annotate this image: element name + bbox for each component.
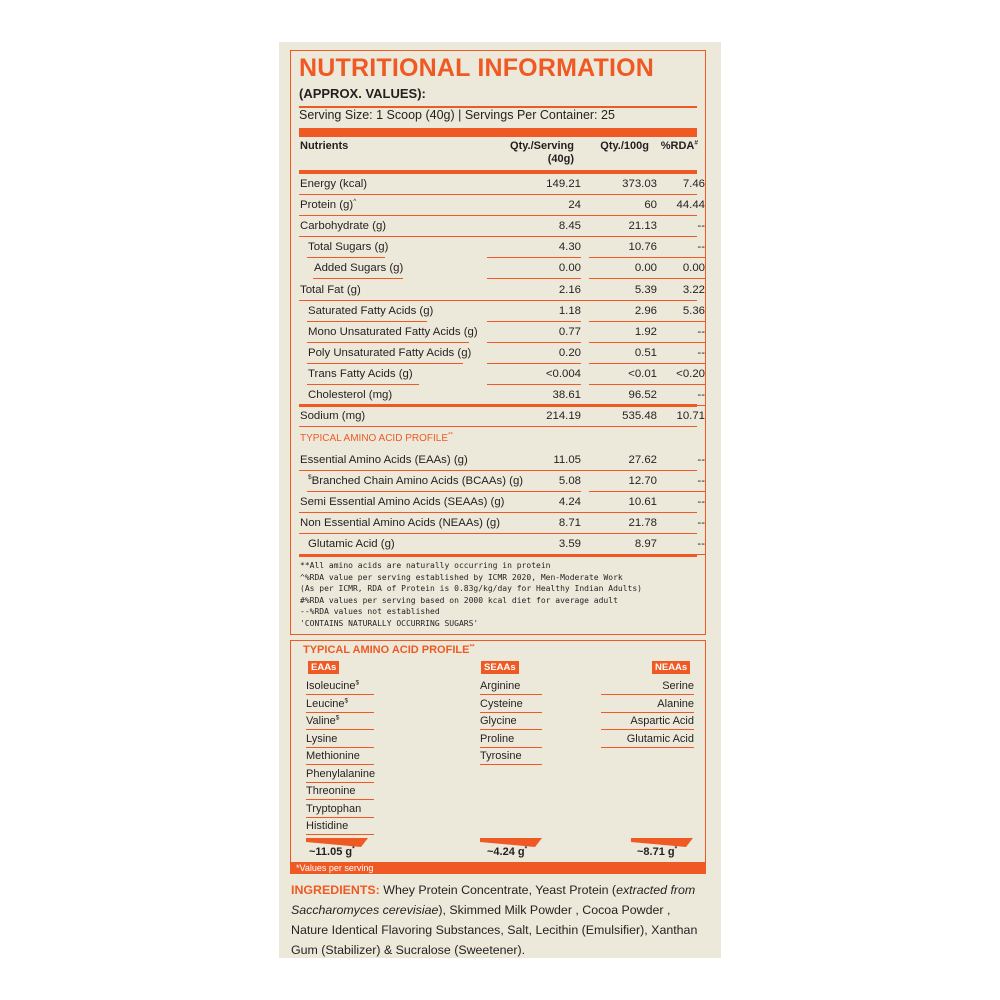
branched-chain-mark: $ [355, 679, 360, 687]
nutrient-rda: 44.44 [676, 199, 705, 211]
amino-acid-name: Tyrosine [480, 750, 522, 762]
neaas-item [601, 713, 694, 731]
amino-per-serving: 8.71 [558, 517, 581, 529]
amino-rda: -- [697, 517, 705, 529]
row-divider [589, 278, 657, 280]
footnote-line: --%RDA values not established [300, 607, 440, 616]
nutrient-per-serving: 214.19 [546, 410, 581, 422]
header-rda-sup: # [694, 139, 698, 147]
row-divider [299, 426, 697, 428]
nutrient-row [299, 258, 705, 279]
amino-per-100g: 10.61 [628, 496, 657, 508]
neaas-total-value: ~8.71 g [637, 846, 675, 858]
amino-row [299, 450, 705, 471]
seaas-total [487, 846, 527, 858]
nutrient-per-100g: 2.96 [634, 305, 657, 317]
amino-acid-name: Glutamic Acid [626, 732, 694, 745]
footnote-line: 'CONTAINS NATURALLY OCCURRING SUGARS' [300, 618, 479, 628]
amino-profile-title-text: TYPICAL AMINO ACID PROFILE [303, 644, 470, 656]
row-divider [313, 278, 403, 280]
nutrient-name-text: Poly Unsaturated Fatty Acids (g) [308, 347, 472, 359]
nutrient-per-100g: 0.00 [634, 262, 657, 274]
values-per-serving-bar: *Values per serving [291, 862, 705, 874]
amino-row [299, 534, 705, 555]
footnote-line: **All amino acids are naturally occurring in protein [300, 561, 551, 570]
nutrient-rda: <0.20 [676, 368, 705, 380]
seaas-total-sup: * [524, 845, 528, 853]
amino-rda: -- [697, 475, 705, 487]
serving-info: Serving Size: 1 Scoop (40g) | Servings Per Container: 25 [299, 108, 615, 122]
amino-row [299, 513, 705, 534]
nutrient-per-100g: 21.13 [628, 220, 657, 232]
amino-row-name [300, 496, 504, 508]
nutrient-per-100g: 60 [644, 199, 657, 211]
seaas-item [480, 696, 542, 714]
header-bar [299, 128, 697, 137]
amino-row-sup: $ [308, 474, 312, 482]
amino-acid-name: Lysine [306, 732, 338, 745]
footnotes [300, 560, 642, 629]
neaas-total-sup: * [674, 845, 678, 853]
nutrient-name-text: Added Sugars (g) [314, 262, 404, 274]
amino-row [299, 471, 705, 492]
nutrient-name [300, 178, 367, 190]
nutrient-row [299, 343, 705, 364]
amino-rda: -- [697, 454, 705, 466]
nutrient-per-serving: 0.77 [558, 326, 581, 338]
header-rda [651, 140, 698, 153]
amino-acid-name: Alanine [657, 697, 694, 710]
amino-rda: -- [697, 496, 705, 508]
seaas-item [480, 731, 542, 749]
nutrient-row [299, 174, 705, 195]
amino-section-label-text: TYPICAL AMINO ACID PROFILE [300, 433, 448, 444]
nutrient-name-text: Total Fat (g) [300, 284, 361, 296]
nutrient-per-100g: 5.39 [634, 284, 657, 296]
nutrient-name [308, 305, 433, 317]
ingredients-text-2: ), Skimmed Milk Powder , Cocoa Powder , Nature Identical Flavoring Substances, Salt, Lecithin (Emulsifier), Xanthan Gum (Stabilizer) & Sucralose (Sweetener). [291, 903, 698, 957]
nutrient-name-text: Cholesterol (mg) [308, 389, 393, 401]
amino-per-100g: 8.97 [634, 538, 657, 550]
nutrient-rda: 10.71 [676, 410, 705, 422]
amino-row-name-text: Essential Amino Acids (EAAs) (g) [300, 454, 468, 466]
nutrient-name [300, 220, 386, 232]
header-per-serving-line1: Qty./Serving [510, 140, 574, 152]
amino-acid-name: Valine [306, 715, 336, 727]
nutrient-per-serving: 0.00 [558, 262, 581, 274]
amino-acid-name: Leucine [306, 697, 345, 710]
sodium-divider [299, 404, 697, 407]
amino-item-underline [601, 747, 694, 748]
branched-chain-mark: $ [344, 696, 349, 704]
eaas-item [306, 731, 374, 749]
eaas-total [309, 846, 355, 858]
eaas-item [306, 678, 374, 696]
eaas-item [306, 783, 374, 801]
nutrition-facts-box [290, 50, 706, 635]
nutrient-name [308, 389, 392, 401]
eaas-tag: EAAs [308, 661, 339, 674]
ingredients-label: INGREDIENTS: [291, 883, 380, 897]
header-per-serving [471, 140, 574, 166]
nutrient-name-text: Mono Unsaturated Fatty Acids (g) [308, 326, 478, 338]
nutrient-per-serving: 1.18 [558, 305, 581, 317]
eaas-total-sup: * [352, 845, 355, 853]
nutrient-rda: -- [697, 220, 705, 232]
amino-section-label [300, 433, 453, 444]
nutrient-name [314, 262, 403, 274]
amino-acid-name: Phenylalanine [306, 767, 376, 780]
nutrient-name-text: Total Sugars (g) [308, 241, 389, 253]
amino-bottom-divider [299, 554, 697, 557]
amino-acid-name: Threonine [306, 785, 356, 797]
amino-acid-name: Methionine [306, 750, 360, 762]
amino-row-name-text: Glutamic Acid (g) [308, 538, 395, 550]
amino-per-serving: 5.08 [558, 475, 581, 487]
amino-acid-name: Arginine [480, 680, 521, 692]
nutrient-rda: -- [697, 241, 705, 253]
nutrient-name-text: Sodium (mg) [300, 410, 366, 422]
nutrient-name-text: Energy (kcal) [300, 178, 368, 190]
nutrient-name [308, 241, 388, 253]
amino-row-name [300, 517, 500, 529]
ingredients-italic: extracted from Saccharomyces cerevisiae [291, 883, 696, 917]
header-per-100g: Qty./100g [600, 140, 649, 152]
amino-row-name [300, 454, 468, 466]
row-divider [657, 278, 705, 280]
neaas-item [601, 731, 694, 749]
nutrient-rda: 0.00 [682, 262, 705, 274]
amino-rda: -- [697, 538, 705, 550]
nutrient-name [300, 410, 365, 422]
nutrient-per-serving: 24 [568, 199, 581, 211]
nutrient-per-100g: 96.52 [628, 389, 657, 401]
amino-row-name-text: Semi Essential Amino Acids (SEAAs) (g) [300, 496, 505, 508]
nutrient-row [299, 406, 705, 427]
branched-chain-mark: $ [335, 714, 340, 722]
nutrient-per-serving: 2.16 [558, 284, 581, 296]
nutrient-row [299, 301, 705, 322]
seaas-item [480, 748, 542, 766]
nutrient-name [308, 368, 413, 380]
seaas-tag: SEAAs [481, 661, 519, 674]
nutrient-per-serving: 149.21 [546, 178, 581, 190]
amino-per-100g: 12.70 [628, 475, 657, 487]
nutrient-name-sup: ^ [353, 198, 357, 206]
header-nutrients: Nutrients [300, 140, 349, 152]
nutrient-rda: -- [697, 389, 705, 401]
nutrient-per-100g: 0.51 [634, 347, 657, 359]
amino-acid-name: Aspartic Acid [630, 715, 694, 727]
footnote-line: (As per ICMR, RDA of Protein is 0.83g/kg/day for Healthy Indian Adults) [300, 584, 642, 593]
amino-profile-box [290, 640, 706, 874]
eaas-item [306, 696, 374, 714]
nutrient-per-serving: 38.61 [552, 389, 581, 401]
nutrition-subtitle: (APPROX. VALUES): [299, 86, 426, 101]
amino-section-label-sup: ** [448, 431, 454, 439]
eaas-item [306, 766, 374, 784]
amino-profile-title-sup: ** [469, 643, 475, 651]
amino-row-name-text: Branched Chain Amino Acids (BCAAs) (g) [311, 475, 524, 487]
nutrient-name-text: Trans Fatty Acids (g) [308, 368, 413, 380]
nutrient-per-100g: 373.03 [622, 178, 657, 190]
nutrient-rda: -- [697, 347, 705, 359]
eaas-total-value: ~11.05 g [309, 846, 353, 858]
amino-acid-name: Isoleucine [306, 680, 356, 692]
amino-acid-name: Histidine [306, 820, 349, 832]
ingredients [291, 880, 711, 960]
amino-row-name [308, 538, 395, 550]
nutrient-name [300, 284, 361, 296]
amino-acid-name: Proline [480, 732, 515, 745]
neaas-item [601, 678, 694, 696]
header-per-serving-line2: (40g) [547, 153, 574, 165]
nutrient-per-100g: <0.01 [628, 368, 657, 380]
footnote-line: #%RDA values per serving based on 2000 kcal diet for average adult [300, 595, 618, 605]
nutrient-name [300, 199, 356, 211]
nutrient-per-serving: 8.45 [558, 220, 581, 232]
nutrient-row [299, 237, 705, 258]
nutrient-row [299, 322, 705, 343]
amino-per-100g: 21.78 [628, 517, 657, 529]
seaas-item [480, 713, 542, 731]
nutrient-row [299, 216, 705, 237]
nutrient-per-serving: <0.004 [545, 368, 581, 380]
nutrient-rda: 7.46 [682, 178, 705, 190]
amino-per-serving: 11.05 [553, 454, 581, 466]
nutrient-name-text: Carbohydrate (g) [300, 220, 387, 232]
amino-acid-name: Tryptophan [306, 802, 362, 815]
amino-acid-name: Serine [662, 680, 694, 692]
row-divider [487, 278, 581, 280]
amino-acid-name: Glycine [480, 715, 517, 727]
neaas-total [637, 846, 677, 858]
nutrient-name-text: Protein (g) [300, 199, 354, 211]
nutrient-per-100g: 1.92 [634, 326, 657, 338]
nutrient-row [299, 385, 705, 406]
amino-acid-name: Cysteine [480, 697, 523, 710]
amino-profile-title [303, 644, 475, 656]
amino-row [299, 492, 705, 513]
eaas-item [306, 713, 374, 731]
nutrient-per-100g: 535.48 [622, 410, 657, 422]
neaas-item [601, 696, 694, 714]
eaas-item [306, 748, 374, 766]
nutrient-rda: -- [697, 326, 705, 338]
eaas-item [306, 818, 374, 836]
nutrient-name [308, 347, 471, 359]
amino-per-100g: 27.62 [628, 454, 657, 466]
amino-per-serving: 3.59 [558, 538, 581, 550]
nutrient-rda: 5.36 [682, 305, 705, 317]
nutrition-title: NUTRITIONAL INFORMATION [299, 54, 655, 82]
seaas-total-value: ~4.24 g [487, 846, 525, 858]
nutrient-per-serving: 0.20 [558, 347, 581, 359]
amino-row-name-text: Non Essential Amino Acids (NEAAs) (g) [300, 517, 501, 529]
eaas-item [306, 801, 374, 819]
nutrient-name-text: Saturated Fatty Acids (g) [308, 305, 434, 317]
amino-per-serving: 4.24 [558, 496, 581, 508]
nutrient-row [299, 280, 705, 301]
neaas-tag: NEAAs [652, 661, 690, 674]
nutrient-rda: 3.22 [682, 284, 705, 296]
seaas-item [480, 678, 542, 696]
nutrient-row [299, 195, 705, 216]
nutrient-row [299, 364, 705, 385]
header-rda-text: %RDA [660, 140, 695, 152]
nutrient-per-serving: 4.30 [558, 241, 581, 253]
nutrient-per-100g: 10.76 [628, 241, 657, 253]
footnote-line: ^%RDA value per serving established by ICMR 2020, Men-Moderate Work [300, 572, 623, 582]
ingredients-text-1: Whey Protein Concentrate, Yeast Protein ( [379, 883, 617, 897]
amino-item-underline [480, 764, 542, 765]
amino-item-underline [306, 834, 374, 835]
nutrient-name [308, 326, 478, 338]
